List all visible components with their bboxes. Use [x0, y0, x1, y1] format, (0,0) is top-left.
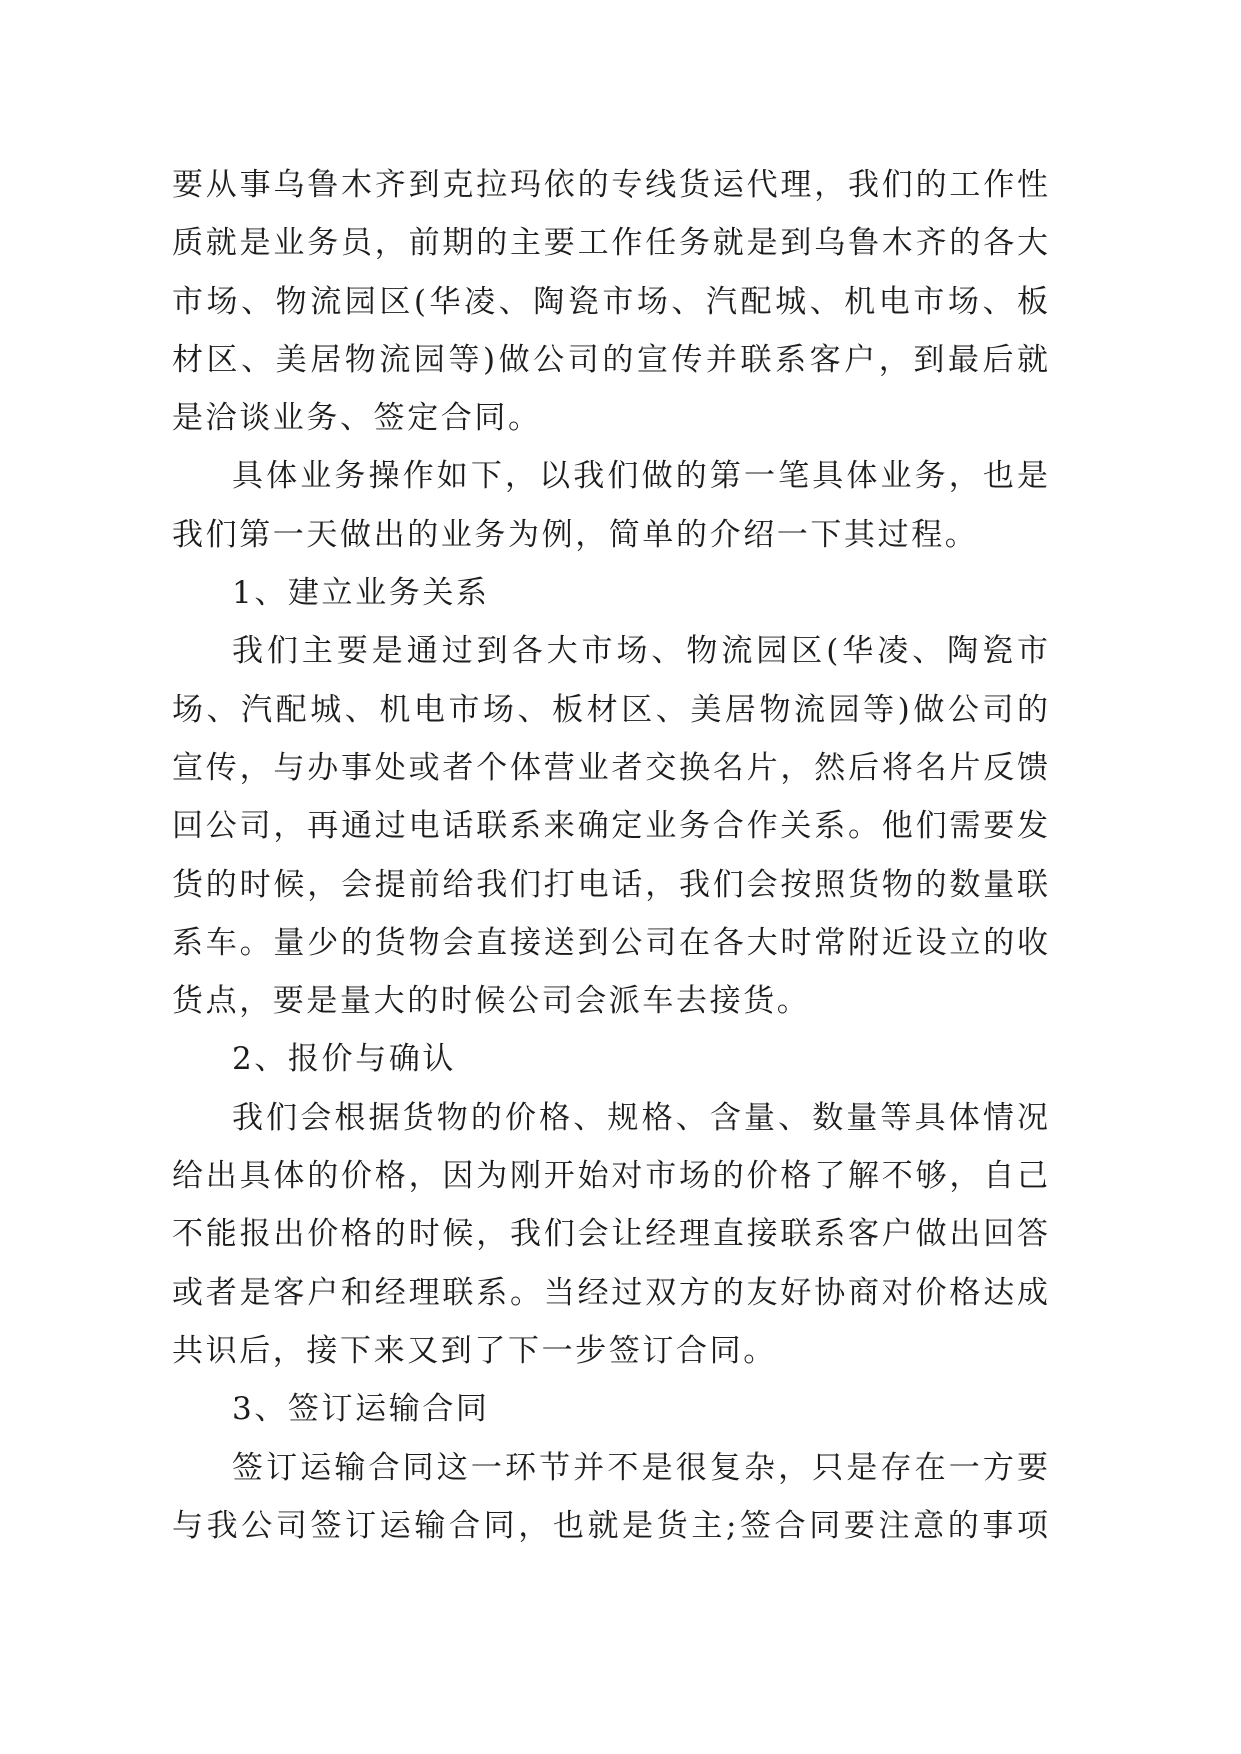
paragraph	[172, 156, 1048, 447]
paragraph-line: 市场、物流园区(华凌、陶瓷市场、汽配城、机电市场、板	[172, 283, 1048, 320]
paragraph-line: 宣传，与办事处或者个体营业者交换名片，然后将名片反馈	[172, 749, 1048, 786]
paragraph-line: 不能报出价格的时候，我们会让经理直接联系客户做出回答	[172, 1216, 1048, 1253]
paragraph-line: 与我公司签订运输合同，也就是货主;签合同要注意的事项	[172, 1507, 1048, 1544]
paragraph-line: 签订运输合同这一环节并不是很复杂，只是存在一方要	[232, 1449, 1048, 1486]
section-heading: 3、签订运输合同	[232, 1391, 490, 1428]
paragraph-line: 材区、美居物流园等)做公司的宣传并联系客户，到最后就	[172, 341, 1048, 378]
paragraph	[172, 622, 1048, 1030]
paragraph-line: 或者是客户和经理联系。当经过双方的友好协商对价格达成	[172, 1274, 1048, 1311]
paragraph-line: 场、汽配城、机电市场、板材区、美居物流园等)做公司的	[172, 691, 1048, 728]
paragraph-line: 给出具体的价格，因为刚开始对市场的价格了解不够，自己	[172, 1158, 1048, 1195]
body-text	[172, 156, 1048, 1555]
paragraph-line: 我们会根据货物的价格、规格、含量、数量等具体情况	[232, 1099, 1048, 1136]
paragraph-line: 我们主要是通过到各大市场、物流园区(华凌、陶瓷市	[232, 633, 1048, 670]
paragraph-line: 货点，要是量大的时候公司会派车去接货。	[172, 983, 811, 1020]
paragraph-line: 质就是业务员，前期的主要工作任务就是到乌鲁木齐的各大	[172, 225, 1048, 262]
paragraph-line: 货的时候，会提前给我们打电话，我们会按照货物的数量联	[172, 866, 1048, 903]
paragraph-line: 共识后，接下来又到了下一步签订合同。	[172, 1332, 777, 1369]
paragraph-line: 是洽谈业务、签定合同。	[172, 400, 542, 437]
section-heading: 2、报价与确认	[232, 1041, 456, 1078]
paragraph	[172, 447, 1048, 564]
section-heading: 1、建立业务关系	[232, 575, 490, 612]
paragraph-line: 具体业务操作如下，以我们做的第一笔具体业务，也是	[232, 458, 1048, 495]
paragraph-line: 系车。量少的货物会直接送到公司在各大时常附近设立的收	[172, 924, 1048, 961]
paragraph-line: 要从事乌鲁木齐到克拉玛依的专线货运代理，我们的工作性	[172, 167, 1048, 203]
paragraph-line: 我们第一天做出的业务为例，简单的介绍一下其过程。	[172, 516, 979, 553]
paragraph	[172, 1439, 1048, 1556]
paragraph	[172, 1089, 1048, 1380]
paragraph-line: 回公司，再通过电话联系来确定业务合作关系。他们需要发	[172, 808, 1048, 845]
